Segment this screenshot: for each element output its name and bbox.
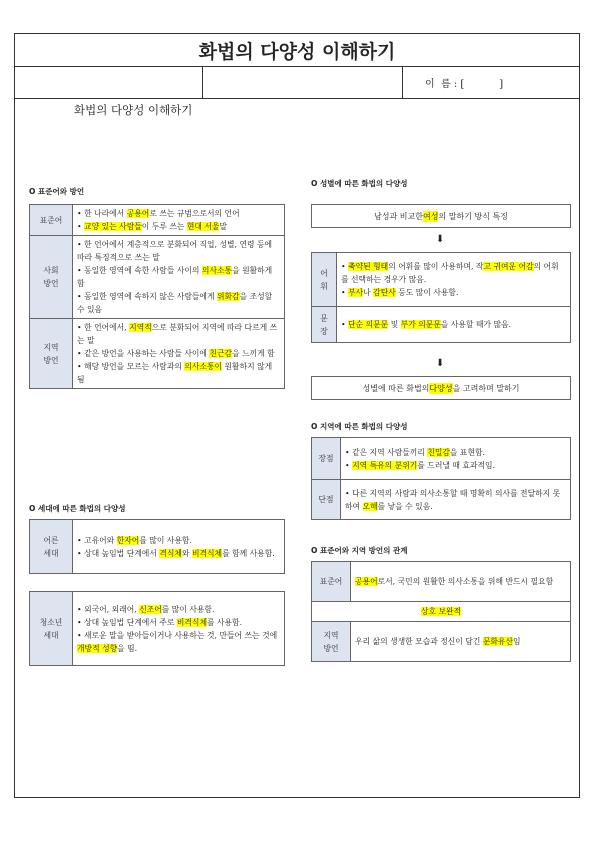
- row-head: 어 휘: [312, 253, 337, 307]
- list-item: [77, 629, 280, 655]
- text-run: 원활하지 않게 됨: [77, 362, 273, 384]
- row-head: 문 장: [312, 307, 337, 343]
- gender-heading: O 성별에 따른 화법의 다양성: [311, 179, 408, 188]
- list-item: [77, 347, 280, 360]
- gender-table: [311, 252, 571, 343]
- list-item: [341, 260, 566, 286]
- highlight: 친근감: [209, 349, 233, 358]
- text-run: 로서, 국민의 원활한 의사소통을 위해 반드시 필요함: [377, 577, 554, 586]
- table-row: [312, 438, 571, 480]
- text-run: 를 낳을 수 있음.: [377, 501, 433, 511]
- row-content: [73, 520, 285, 574]
- text-run: • 같은 방언을 사용하는 사람들 사이에: [77, 349, 210, 358]
- text-run: 를 사용함.: [206, 617, 243, 627]
- highlight: 공용어: [126, 209, 150, 218]
- list-item: [77, 321, 280, 347]
- list-item: [341, 318, 566, 331]
- text-run: 남성과 비교한: [374, 211, 423, 221]
- text-run: 우리 삶의 생생한 모습과 정신이 담긴: [355, 637, 483, 646]
- text-run: 을 조성할 수 있음: [77, 292, 273, 314]
- subtitle: 화법의 다양성 이해하기: [74, 103, 193, 117]
- text-run: 를 많이 사용함.: [139, 535, 192, 545]
- name-field[interactable]: [403, 66, 579, 98]
- row-head: 사회 방언: [30, 236, 73, 319]
- list-item: [341, 286, 566, 299]
- text-run: 을 표현함.: [449, 447, 486, 457]
- list-item: [77, 238, 280, 264]
- row-content: [351, 622, 571, 662]
- text-run: •: [341, 320, 349, 329]
- arrow-down-icon: ⬇: [436, 358, 445, 369]
- text-run: • 외국어, 외래어,: [77, 604, 140, 614]
- text-run: 및: [388, 320, 401, 329]
- table-row: [312, 253, 571, 307]
- table-row: [312, 602, 571, 622]
- table-row: [312, 307, 571, 343]
- row-head: 어른 세대: [30, 520, 73, 574]
- list-item: [77, 360, 280, 386]
- text-run: • 상대 높임법 단계에서: [77, 548, 160, 558]
- arrow-down-icon: ⬇: [436, 234, 445, 245]
- list-item: [77, 264, 280, 290]
- text-run: • 한 나라에서: [77, 209, 127, 218]
- row-head: 표준어: [312, 562, 351, 602]
- highlight: 문화유산: [482, 637, 513, 646]
- highlight: 오해: [362, 501, 378, 511]
- generation-heading: O 세대에 따른 화법의 다양성: [29, 504, 126, 513]
- text-run: 성별에 따른 화법의: [362, 383, 430, 393]
- table-row: [30, 205, 285, 236]
- table-row: [312, 622, 571, 662]
- relation-table: [311, 561, 571, 662]
- highlight: 개방적 성향: [77, 643, 118, 653]
- table-row: [30, 520, 285, 574]
- text-run: 이 두루 쓰는: [141, 222, 187, 231]
- highlight: 지역적: [129, 323, 152, 332]
- generation-table: [29, 519, 285, 666]
- row-gap: [30, 574, 285, 592]
- highlight: 축약된 형태: [348, 262, 389, 271]
- row-content: [73, 592, 285, 666]
- table-row: [30, 592, 285, 666]
- text-run: 나: [363, 288, 374, 297]
- text-run: 의 어휘를 선택하는 경우가 많음.: [341, 262, 559, 284]
- row-head: 장점: [312, 438, 341, 480]
- text-run: • 동일한 영역에 속하지 않은 사람들에게: [77, 292, 217, 301]
- list-item: [77, 534, 280, 547]
- list-item: [345, 487, 566, 513]
- text-run: •: [341, 288, 349, 297]
- highlight: 위화감: [216, 292, 240, 301]
- text-run: • 같은 지역 사람들끼리: [345, 447, 428, 457]
- row-content: [337, 307, 571, 343]
- text-run: 를 많이 사용함.: [161, 604, 215, 614]
- highlight: 격식체: [159, 548, 182, 558]
- standard-table: [29, 204, 285, 389]
- highlight: 부사: [348, 288, 364, 297]
- list-item: [77, 220, 280, 233]
- row-head: 지역 방언: [30, 319, 73, 389]
- text-run: 을 고려하며 말하기: [452, 383, 520, 393]
- text-run: 임: [513, 637, 521, 646]
- text-run: • 새로운 말을 받아들이거나 사용하는 것, 만들어 쓰는 것에: [77, 630, 278, 640]
- text-run: • 다른 지역의 사람과 의사소통할 때 명확히 의사를 전달하지 못하여: [345, 488, 561, 511]
- row-content: [73, 205, 285, 236]
- text-run: • 상대 높임법 단계에서 주로: [77, 617, 177, 627]
- highlight: 고 귀여운 어감: [483, 262, 534, 271]
- page-title: 화법의 다양성 이해하기: [15, 34, 579, 67]
- region-heading: O 지역에 따른 화법의 다양성: [311, 422, 408, 431]
- list-item: [345, 446, 566, 459]
- text-run: 을 사용할 때가 많음.: [440, 320, 512, 329]
- highlight: 공용어: [355, 577, 378, 586]
- standard-heading: O 표준어와 방언: [29, 187, 85, 196]
- highlight: 단순 의문문: [348, 320, 389, 329]
- text-run: 등도 많이 사용함.: [395, 288, 459, 297]
- row-head: 지역 방언: [312, 622, 351, 662]
- table-row: [312, 562, 571, 602]
- row-content: [341, 438, 571, 480]
- blank-cell-2[interactable]: [203, 66, 403, 98]
- highlight: 감탄사: [373, 288, 396, 297]
- highlight: 비격식체: [176, 617, 207, 627]
- blank-cell-1[interactable]: [15, 66, 203, 98]
- list-item: [77, 547, 280, 560]
- row-content: [341, 480, 571, 520]
- worksheet: [14, 33, 580, 798]
- row-content: [351, 562, 571, 602]
- row-content: [337, 253, 571, 307]
- text-run: •: [345, 460, 353, 470]
- row-content: [73, 319, 285, 389]
- row-content: [73, 236, 285, 319]
- text-run: 를 함께 사용함.: [222, 548, 275, 558]
- text-run: 로 쓰는 규범으로서의 언어: [149, 209, 240, 218]
- text-run: 를 드러낼 때 효과적임.: [417, 460, 495, 470]
- highlight: 부가 의문문: [400, 320, 441, 329]
- gender-bottom-box: [311, 376, 571, 400]
- text-run: •: [341, 262, 349, 271]
- list-item: [77, 207, 280, 220]
- text-run: 으로 분화되어 지역에 따라 다르게 쓰는 말: [77, 323, 278, 345]
- list-item: [77, 290, 280, 316]
- list-item: [345, 459, 566, 472]
- relation-heading: O 표준어와 지역 방언의 관계: [311, 546, 408, 555]
- name-row: [15, 66, 579, 99]
- table-row: [30, 236, 285, 319]
- highlight: 친밀감: [427, 447, 450, 457]
- region-table: [311, 437, 571, 520]
- highlight: 다양성: [429, 383, 453, 393]
- table-row: [30, 319, 285, 389]
- text-run: • 한 언어에서 계층적으로 분화되어 직업, 성별, 연령 등에 따라 특징적으로 쓰는 말: [77, 240, 273, 262]
- highlight: 상호 보완적: [420, 607, 462, 616]
- table-row: [312, 480, 571, 520]
- highlight: 지역 특유의 분위기: [352, 460, 418, 470]
- highlight: 신조어: [139, 604, 162, 614]
- highlight: 현대 서울: [186, 222, 220, 231]
- highlight: 의사소통이: [184, 362, 223, 371]
- gap-cell: [30, 574, 285, 592]
- relation-mid: [312, 602, 571, 622]
- row-head: 청소년 세대: [30, 592, 73, 666]
- text-run: 와: [181, 548, 192, 558]
- text-run: • 고유어와: [77, 535, 117, 545]
- highlight: 교양 있는 사람들: [84, 222, 142, 231]
- highlight: 의사소통: [201, 266, 233, 275]
- text-run: • 한 언어에서,: [77, 323, 130, 332]
- text-run: 말: [219, 222, 228, 231]
- row-head: 표준어: [30, 205, 73, 236]
- list-item: [77, 616, 280, 629]
- text-run: 을 느끼게 함: [232, 349, 275, 358]
- name-label: 이 름 : [ ]: [425, 78, 504, 90]
- row-head: 단점: [312, 480, 341, 520]
- list-item: [77, 603, 280, 616]
- highlight: 한자어: [116, 535, 140, 545]
- text-run: •: [77, 222, 85, 231]
- text-run: 을 띰.: [117, 643, 138, 653]
- gender-top-box: [311, 204, 571, 228]
- text-run: 의 어휘를 많이 사용하며, 작: [388, 262, 484, 271]
- highlight: 비격식체: [191, 548, 223, 558]
- text-run: 의 말하기 방식 특징: [438, 211, 508, 221]
- text-run: 을 원활하게 함: [77, 266, 273, 288]
- text-run: • 해당 방언을 모르는 사람과의: [77, 362, 185, 371]
- text-run: • 동일한 영역에 속한 사람들 사이의: [77, 266, 202, 275]
- highlight: 여성: [423, 211, 439, 221]
